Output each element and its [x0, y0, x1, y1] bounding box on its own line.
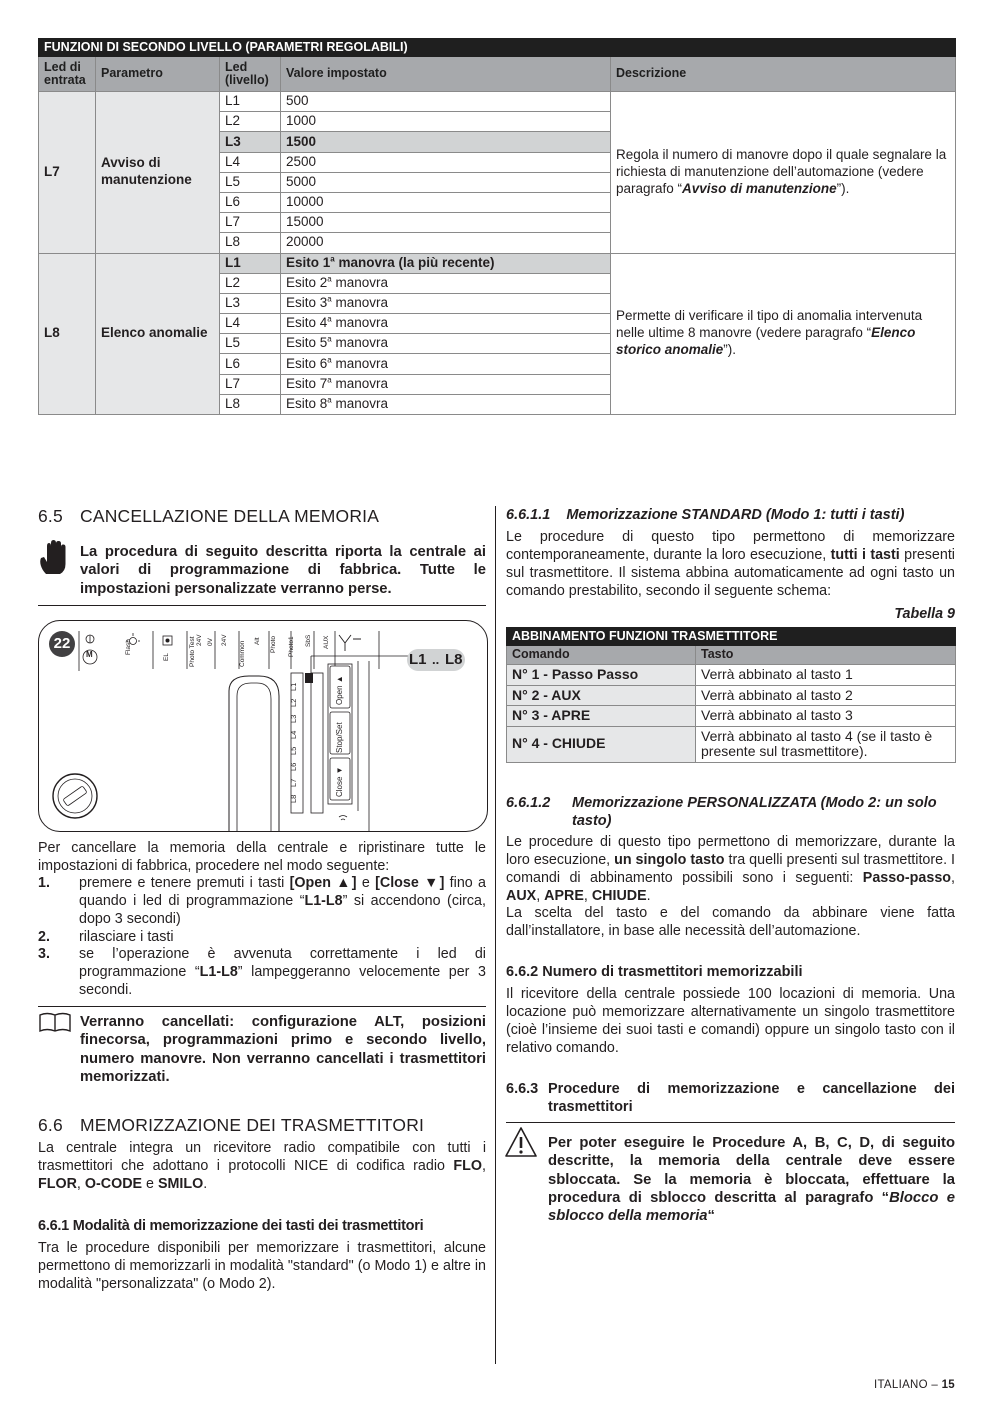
row-led: L6 [220, 354, 281, 374]
section-6-6-1-text: Tra le procedure disponibili per memorizzare i trasmettitori, alcune permettono di memorizzarli in modalità "standard" (o Modo 1) e altre in modalità "personalizzata" (o Modo 2). [38, 1240, 486, 1292]
section-6-6-1-2-heading: 6.6.1.2 Memorizzazione PERSONALIZZATA (Modo 2: un solo tasto) [506, 795, 937, 830]
terminal-label: Flash [125, 639, 132, 655]
command-cell: N° 3 - APRE [507, 706, 696, 727]
row-led: L4 [220, 152, 281, 172]
column-separator [495, 506, 496, 1364]
terminal-label: AUX [323, 635, 330, 649]
row-led: L1 [220, 253, 281, 273]
warning-icon [504, 1126, 538, 1158]
divider [38, 1006, 486, 1007]
col-header: Parametro [96, 57, 220, 92]
led-label: L6 [289, 762, 298, 771]
group-param: Avviso di manutenzione [96, 92, 220, 254]
page-footer: ITALIANO – 15 [873, 1379, 955, 1391]
row-led: L5 [220, 334, 281, 354]
section-6-6-1-1-text: Le procedure di questo tipo permettono di memorizzare contemporaneamente, durante la loro esecuzione, tutti i tasti presenti sul trasmettitore. Il sistema abbina automaticamente ad ogni tasto un comando prestabilito, secondo il seguente schema: [506, 529, 955, 599]
erase-steps [38, 875, 486, 1000]
led-callout: L1 .. L8 [407, 649, 465, 671]
terminal-label: Photo1 [288, 636, 295, 657]
group-led: L7 [39, 92, 96, 254]
led-label: L1 [289, 682, 298, 691]
section-6-5-note-2: Verranno cancellati: configurazione ALT, posizioni finecorsa, programmazioni primo e secondo livello, numero manovre. Non verranno cancellati i trasmettitori memorizzati. [80, 1014, 486, 1086]
figure-number: 22 [49, 631, 75, 657]
row-value: 5000 [281, 172, 611, 192]
terminal-label: SbS [305, 634, 312, 647]
row-value: 2500 [281, 152, 611, 172]
section-6-5-heading: 6.5 CANCELLAZIONE DELLA MEMORIA [38, 506, 380, 526]
table-9-caption: Tabella 9 [894, 606, 955, 622]
hand-stop-icon [38, 540, 72, 576]
step-2: 2. rilasciare i tasti [38, 928, 174, 945]
section-6-6-2-heading: 6.6.2 Numero di trasmettitori memorizzabili [506, 964, 803, 980]
col-header: Led di entrata [39, 57, 96, 92]
stop-set-button-label: Stop/Set [335, 722, 344, 753]
row-led: L5 [220, 172, 281, 192]
terminal-label: 24V [221, 634, 228, 646]
row-led: L6 [220, 192, 281, 212]
motor-label: M [86, 650, 93, 659]
row-led: L2 [220, 112, 281, 132]
row-led: L3 [220, 132, 281, 152]
command-cell: N° 1 - Passo Passo [507, 665, 696, 686]
row-value: 500 [281, 92, 611, 112]
row-led: L1 [220, 92, 281, 112]
led-label: L7 [289, 778, 298, 787]
led-label: L2 [289, 698, 298, 707]
row-value: 10000 [281, 192, 611, 212]
transmitter-functions-table [506, 627, 956, 763]
control-board-figure [38, 620, 488, 832]
led-label: L3 [289, 714, 298, 723]
col-header: Descrizione [611, 57, 956, 92]
row-value: 20000 [281, 233, 611, 253]
divider [38, 605, 486, 606]
row-value: Esito 1$^a$ manovra (la più recente) [281, 253, 611, 273]
section-6-6-1-heading: 6.6.1 Modalità di memorizzazione dei tasti dei trasmettitori [38, 1218, 424, 1234]
led-label: L4 [289, 730, 298, 739]
table-title: FUNZIONI DI SECONDO LIVELLO (PARAMETRI REGOLABILI) [39, 39, 956, 57]
section-6-6-1-1-heading: 6.6.1.1 Memorizzazione STANDARD (Modo 1: tutti i tasti) [506, 507, 905, 523]
terminal-label: Alt [254, 637, 261, 645]
group-param: Elenco anomalie [96, 253, 220, 415]
col-header: Comando [507, 646, 696, 665]
section-6-6-text: La centrale integra un ricevitore radio compatibile con tutti i trasmettitori che adottano i protocolli NICE di codifica radio FLO, FLOR, O-CODE e SMILO. [38, 1140, 486, 1192]
book-icon [38, 1012, 72, 1034]
step-1: 1. premere e tenere premuti i tasti [Open ▲] e [Close ▼] fino a quando i led di programmazione “L1-L8” si accendono (circa, dopo 3 secondi) [38, 875, 486, 927]
command-cell: N° 4 - CHIUDE [507, 726, 696, 762]
col-header: Led (livello) [220, 57, 281, 92]
key-cell: Verrà abbinato al tasto 2 [696, 685, 956, 706]
parameters-table [38, 38, 956, 415]
section-6-6-3-heading: 6.6.3 Procedure di memorizzazione e cancellazione dei trasmettitori [506, 1081, 955, 1116]
col-header: Valore impostato [281, 57, 611, 92]
table-title: ABBINAMENTO FUNZIONI TRASMETTITORE [507, 628, 956, 646]
row-value: Esito 3$^a$ manovra [281, 293, 611, 313]
close-button-label: Close ▼ [335, 766, 344, 797]
row-value: Esito 5$^a$ manovra [281, 334, 611, 354]
row-led: L8 [220, 233, 281, 253]
section-6-5-intro: Per cancellare la memoria della centrale e ripristinare tutte le impostazioni di fabbrica, procedere nel modo seguente: [38, 840, 486, 874]
row-description: Permette di verificare il tipo di anomalia intervenuta nelle ultime 8 manovre (vedere paragrafo “Elenco storico anomalie”). [611, 253, 956, 415]
section-6-6-heading: 6.6 MEMORIZZAZIONE DEI TRASMETTITORI [38, 1115, 425, 1135]
row-value: Esito 4$^a$ manovra [281, 314, 611, 334]
row-value: Esito 7$^a$ manovra [281, 374, 611, 394]
row-value: 15000 [281, 213, 611, 233]
row-value: 1000 [281, 112, 611, 132]
group-led: L8 [39, 253, 96, 415]
led-label: L8 [289, 794, 298, 803]
open-button-label: Open ▲ [335, 675, 344, 705]
key-cell: Verrà abbinato al tasto 1 [696, 665, 956, 686]
terminal-label: 24V [196, 634, 203, 646]
col-header: Tasto [696, 646, 956, 665]
row-value: Esito 8$^a$ manovra [281, 394, 611, 414]
row-value: Esito 6$^a$ manovra [281, 354, 611, 374]
row-value: Esito 2$^a$ manovra [281, 273, 611, 293]
row-led: L4 [220, 314, 281, 334]
row-led: L2 [220, 273, 281, 293]
section-6-6-1-2-text: Le procedure di questo tipo permettono di memorizzare, durante la loro esecuzione, un singolo tasto tra quelli presenti sul trasmettitore. I comandi di abbinamento possibili sono i seguenti: Passo-passo, AUX, APRE, CHIUDE. La scelta del tasto e del comando da abbinare viene fatta dall’installatore, in base alle necessità dell’automazione. [506, 834, 956, 940]
led-label: L5 [289, 746, 298, 755]
row-description: Regola il numero di manovre dopo il quale segnalare la richiesta di manutenzione dell’automazione (vedere paragrafo “Avviso di manutenzione”). [611, 92, 956, 254]
terminal-label: Common [239, 640, 246, 667]
terminal-label: Photo Test [189, 636, 196, 667]
terminal-label: Photo [270, 636, 277, 653]
section-6-5-note: La procedura di seguito descritta riporta la centrale ai valori di programmazione di fabbrica. Tutte le impostazioni personalizzate verranno perse. [80, 544, 486, 597]
row-led: L3 [220, 293, 281, 313]
section-6-6-3-warning: Per poter eseguire le Procedure A, B, C, D, di seguito descritte, la memoria della centrale deve essere sbloccata. Se la memoria è bloccata, effettuare la procedura di sblocco descritta al paragrafo “Blocco e sblocco della memoria“ [548, 1135, 955, 1225]
terminal-label: 0V [207, 638, 214, 646]
key-cell: Verrà abbinato al tasto 4 (se il tasto è presente sul trasmettitore). [696, 726, 956, 762]
row-value: 1500 [281, 132, 611, 152]
step-3: 3. se l’operazione è avvenuta correttamente i led di programmazione “L1-L8” lampeggeranno velocemente per 3 secondi. [38, 946, 486, 999]
key-cell: Verrà abbinato al tasto 3 [696, 706, 956, 727]
terminal-label: EL [163, 653, 170, 661]
divider [506, 1122, 955, 1123]
row-led: L7 [220, 213, 281, 233]
row-led: L7 [220, 374, 281, 394]
command-cell: N° 2 - AUX [507, 685, 696, 706]
section-6-6-2-text: Il ricevitore della centrale possiede 100 locazioni di memoria. Una locazione può memorizzare alternativamente un singolo trasmettitore (cioè l’insieme dei suoi tasti e comandi) oppure un singolo tasto con il relativo comando. [506, 986, 955, 1056]
row-led: L8 [220, 394, 281, 414]
